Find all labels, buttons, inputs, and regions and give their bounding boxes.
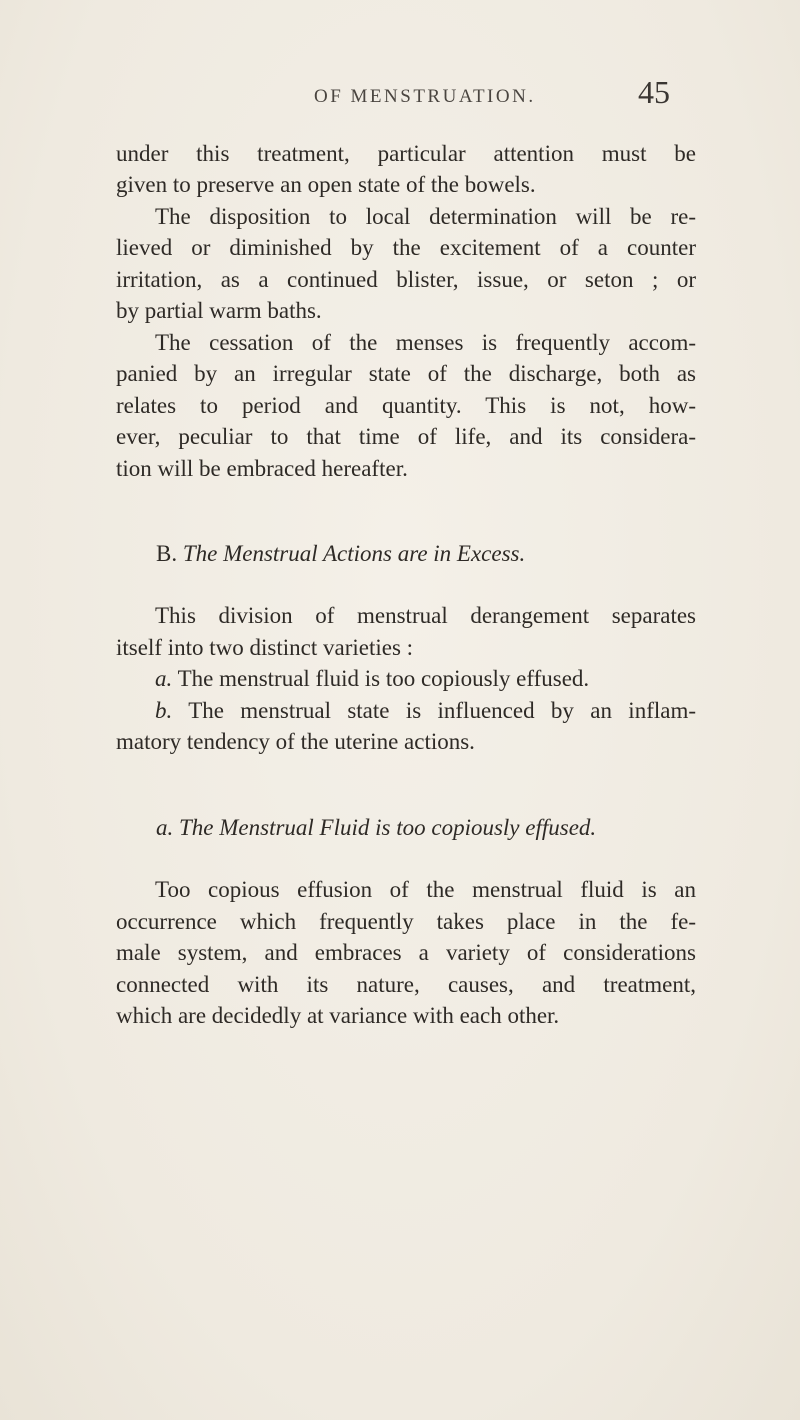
paragraph-line: connected with its nature, causes, and treatment, [116, 972, 696, 997]
item-letter: a. [155, 666, 173, 691]
paragraph-line: under this treatment, particular attention must be [116, 141, 696, 166]
section-label: a. [156, 815, 174, 840]
section-title: The Menstrual Actions are in Excess. [182, 541, 526, 566]
paragraph-line: which are decidedly at variance with each other. [116, 1003, 560, 1028]
paragraph-line: itself into two distinct varieties : [116, 635, 414, 660]
paragraph-line: matory tendency of the uterine actions. [116, 729, 475, 754]
paragraph-line: male system, and embraces a variety of considerations [116, 940, 696, 965]
paragraph-line: tion will be embraced hereafter. [116, 456, 408, 481]
paragraph-line: The disposition to local determination will be re- [155, 204, 696, 229]
paragraph-line: panied by an irregular state of the discharge, both as [116, 361, 696, 386]
section-heading-b [156, 541, 525, 567]
list-item [116, 663, 696, 695]
paragraph-line: This division of menstrual derangement separates [155, 603, 696, 628]
paragraph-line: given to preserve an open state of the bowels. [116, 172, 536, 197]
paragraph-line: irritation, as a continued blister, issue, or seton ; or [116, 267, 696, 292]
paragraph-line: occurrence which frequently takes place in the fe- [116, 909, 696, 934]
paragraph-line: relates to period and quantity. This is not, how- [116, 393, 696, 418]
page-number: 45 [638, 74, 670, 110]
item-text: The menstrual state is influenced by an inflam- [188, 698, 696, 723]
item-letter: b. [155, 698, 173, 723]
paragraph-line: ever, peculiar to that time of life, and its considera- [116, 424, 696, 449]
paragraph-line: Too copious effusion of the menstrual fluid is an [155, 877, 696, 902]
paragraph-line: lieved or diminished by the excitement of a counter [116, 235, 696, 260]
item-text: The menstrual fluid is too copiously effused. [177, 666, 590, 691]
section-label: B. [156, 541, 178, 566]
section-title: The Menstrual Fluid is too copiously effused. [179, 815, 597, 840]
section-heading-a [156, 815, 596, 841]
running-head: OF MENSTRUATION. [314, 86, 536, 107]
list-item [116, 695, 696, 727]
paragraph-line: by partial warm baths. [116, 298, 322, 323]
paragraph-line: The cessation of the menses is frequently accom- [155, 330, 696, 355]
